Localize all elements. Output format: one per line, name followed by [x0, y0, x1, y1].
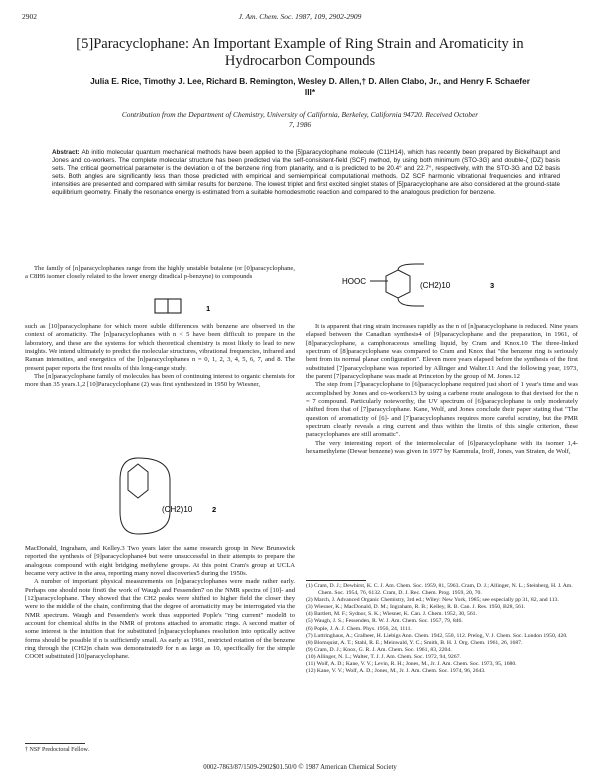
footnote-rule: [25, 743, 85, 744]
structure-butalene: [150, 295, 270, 321]
benzene-ring: [128, 464, 148, 498]
col1-para-3: MacDonald, Ingraham, and Kelley.3 Two years later the same research group in New Brunswick reported the synthesis of [9]paracyclophane4 but were unsuccessful in their attempts to prepare the analogous compound with eight bridging methylene groups. At this point Cram's group at UCLA became very active in the area, reporting many novel discoveries5 during the 1950s. A number of important physical measurements on [n]paracyclophanes were made rather early. Perhaps one should note first6 the work of Waugh and Fessenden7 on the NMR spectra of [10]- and [12]paracyclophane. They showed that the CH2 peaks were shifted to higher field the closer they were to the middle of the chain, confirming that the degree of aromaticity may be interrogated via the NMR spectrum. Waugh and Fessenden's work thus supported Pople's "ring current" model8 to account for chemical shifts in the NMR of protons attached to aromatic rings. A second matter of some interest is the intuition that for substituted [n]paracyclophanes resolution into optically active forms should be possible if n is sufficiently small. As early as 1961, restricted rotation of the benzene ring through the (CH2)n chain was demonstrated9 for n as large as 10, specifically for the simple COOH substituted [10]paracyclophane.: [25, 545, 295, 661]
article-title: [5]Paracyclophane: An Important Example of Ring Strain and Aromaticity in Hydrocarbon Compounds: [76, 36, 524, 69]
page-number: 2902: [22, 12, 37, 21]
chain-subscript-3: (CH2)10: [420, 281, 451, 290]
reference-item: (6) Pople, J. A. J. Chem. Phys. 1956, 24, 1111.: [306, 625, 412, 632]
references: [306, 583, 578, 675]
structure-10-paracyclophane: [100, 450, 240, 545]
structure-label-3: 3: [490, 281, 495, 290]
col1-para-1: The family of [n]paracyclophanes range from the highly unstable butalene (or [0]paracyclophane, a C8H6 isomer closely related to the lower energy diradical p-benzyne) to compounds: [25, 265, 295, 281]
chain-top: [398, 264, 424, 270]
structure-label-2: 2: [212, 505, 217, 514]
reference-item: (9) Cram, D. J.; Knox, G. R. J. Am. Chem. Soc. 1961, 83, 2204.: [306, 646, 452, 653]
reference-item: (12) Kane, V. V.; Wolf, A. D.; Jones, M., Jr. J. Am. Chem. Soc. 1974, 96, 2643.: [306, 668, 486, 675]
reference-item: (5) Waugh, J. S.; Fessenden, R. W. J. Am. Chem. Soc. 1957, 79, 846.: [306, 618, 463, 625]
references-rule: [306, 580, 366, 581]
reference-item: (10) Allinger, N. L.; Walter, T. J. J. Am. Chem. Soc. 1972, 94, 9267.: [306, 653, 461, 660]
cooh-group: HOOC: [342, 277, 366, 286]
col2-paras: It is apparent that ring strain increases rapidly as the n of [n]paracyclophane is reduced. Nine years elapsed between the Canadian synthesis4 of [9]paracyclophane and the preparation, in 1961, of [8]paracyclophane, a camphoraceous smelling liquid, by Cram and Knox.10 The three-linked spectrum of [8]paracyclophane was compared to Cram and Knox that "the benzene ring is seriously bent from its normal planar configuration". Eleven more years elapsed before the synthesis of the first substituted [7]paracyclophane was reported by Allinger and Walter.11 And the following year, 1973, the parent [7]paracyclophane was made at Princeton by the group of M. Jones.12 The step from [7]paracyclophane to [6]paracyclophane required just short of 1 year's time and was accomplished by Jones and co-workers13 by using a carbene route analogous to that devised for the n = 7 compound. Particularly noteworthy, the UV spectrum of [6]paracyclophane is only moderately shifted from that of [7]paracyclophane. Kane, Wolf, and Jones conclude their paper stating that "The question of aromaticity of [6]- and [7]paracyclophanes requires more careful scrutiny, but the PMR spectrum clearly reveals a ring current and thus within the limits of this single criterion, these paracyclophanes are still aromatic". The very interesting report of the intermolecular of [6]paracyclophane with its isomer 1,4-hexamethylene (Dewar benzene) was given in 1977 by Kammula, Iroff, Jones, van Straten, de Wolf,: [306, 323, 578, 456]
abstract-text: Ab initio molecular quantum mechanical methods have been applied to the [5]paracyclophane molecule (C11H14), which has recently been prepared by Bickelhaupt and Jones and co-workers. The complete molecular structure has been predicted via the self-consistent-field (SCF) method, by using both minimum (STO-3G) and double-ζ (DZ) basis sets. The critical geometrical parameter is the deviation α of the benzene ring from planarity, and α is predicted to be 20.4° and 22.7°, respectively, with the STO-3G and DZ basis sets. Both angles are significantly less than those predicted with empirical and semiempirical computational methods. DZ SCF harmonic vibrational frequencies and infrared intensities are presented and compared with similar results for benzene. The lowest triplet and first excited singlet states of [5]paracyclophane are also considered at the ground-state equilibrium geometry. Finally the resonance energy is estimated from a suitable homodesmotic reaction and compared to the analogous prediction for benzene.: [52, 149, 560, 197]
abstract-label: Abstract:: [52, 149, 80, 156]
structure-label-1: 1: [206, 304, 211, 313]
reference-item: (8) Blomquist, A. T.; Stahl, R. E.; Meinwald, Y. C.; Smith, B. H. J. Org. Chem. 1961, 26, 1687.: [306, 639, 523, 646]
chain-subscript: (CH2)10: [162, 505, 193, 514]
affiliation: Contribution from the Department of Chemistry, University of California, Berkeley, California 94720. Received October 7, 1986: [121, 110, 479, 129]
abstract: [52, 149, 560, 198]
reference-item: (11) Wolf, A. D.; Kane, V. V.; Levin, R. H.; Jones, M., Jr. J. Am. Chem. Soc. 1973, 95, 1680.: [306, 661, 517, 668]
reference-item: (1) Cram, D. J.; Dewhirst, K. C. J. Am. Chem. Soc. 1959, 81, 5963. Cram, D. J.; Allinger, N. L.; Steinberg, H. J. Am. Chem. Soc. 1954, 76, 6132. Cram, D. J. Rec. Chem. Prog. 1959, 20, 70.: [306, 583, 573, 597]
reference-item: (3) Wiesner, K.; MacDonald, D. M.; Ingraham, R. B.; Kelley, R. B. Can. J. Res. 1950, B28, 561.: [306, 604, 526, 611]
chain-bottom: [398, 298, 424, 306]
structure-cooh-paracyclophane: [340, 262, 540, 322]
journal-citation: J. Am. Chem. Soc. 1987, 109, 2902-2909: [238, 12, 362, 21]
author-list: Julia E. Rice, Timothy J. Lee, Richard B. Remington, Wesley D. Allen,† D. Allen Clabo, Jr., and Henry F. Schaefer III*: [90, 76, 530, 97]
chain-right: [138, 458, 170, 534]
col1-para-2: such as [10]paracyclophane for which more subtle differences with benzene are observed in the context of aromaticity. The [n]paracyclophanes with n < 5 have been difficult to prepare in the laboratory, and these are the systems for which theoretical chemistry is most likely to lead to new insights. We intend ultimately to predict the molecular structures, vibrational frequencies, infrared and Raman intensities, and energetics of the [n]paracyclophanes n = 0, 1, 2, 3, 4, 5, 6, 7, and 8. The present paper reports the first results of this long-range study. The [n]paracyclophane family of molecules has been of continuing interest to organic chemists for more than 35 years.1,2 [10]Paracyclophane (2) was first synthesized in 1950 by Wiesner,: [25, 323, 295, 389]
reference-item: (4) Bartlett, M. F.; Sydnor, S. K.; Wiesner, K. Can. J. Chem. 1952, 30, 561.: [306, 611, 477, 618]
copyright-footer: 0002-7863/87/1509-2902$01.50/0 © 1987 American Chemical Society: [203, 764, 397, 771]
reference-item: (2) March, J. Advanced Organic Chemistry, 3rd ed.; Wiley: New York, 1985; see especially pp 31, 82, and 113.: [306, 597, 559, 604]
running-header: [22, 12, 578, 24]
footnote: † NSF Predoctoral Fellow.: [25, 747, 89, 753]
benzene-ring-3: [386, 270, 410, 298]
reference-item: (7) Luttringhaus, A.; Gralheer, H. Liebigs Ann. Chem. 1942, 550, 112. Prelog, V. J. Chem. Soc. London 1950, 420.: [306, 632, 568, 639]
